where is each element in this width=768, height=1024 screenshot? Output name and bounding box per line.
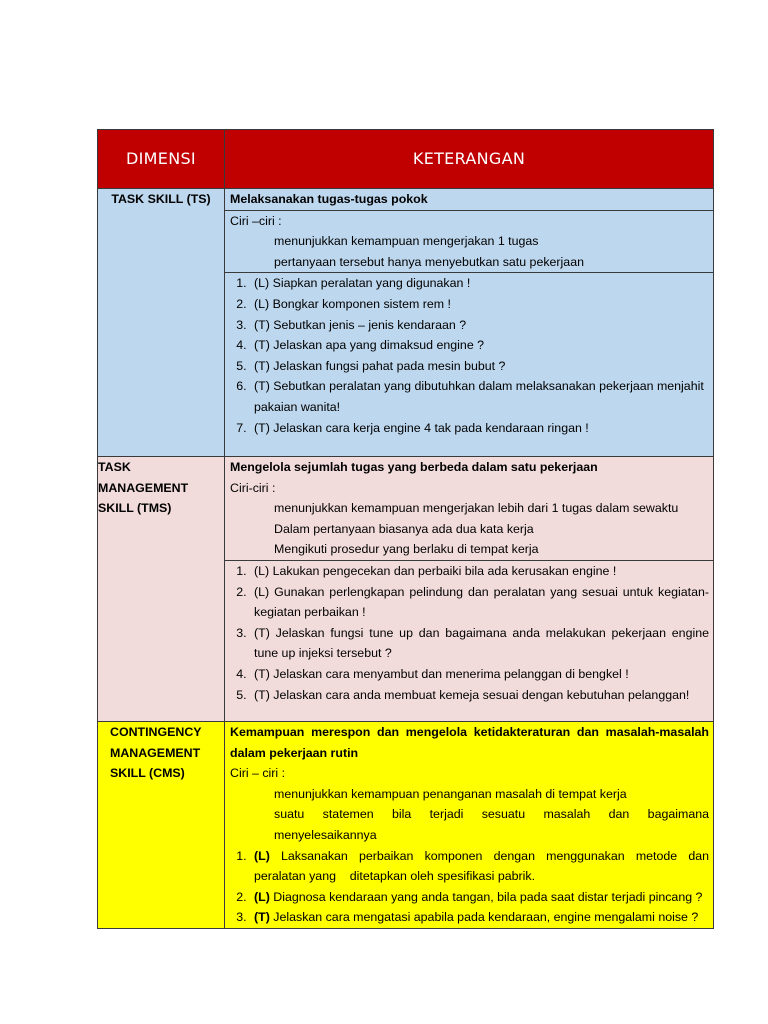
ts-item-2: 2. (L) Bongkar komponen sistem rem ! <box>250 294 709 315</box>
tms-dim-line-2: MANAGEMENT <box>98 480 189 495</box>
cms-content-block <box>225 722 713 928</box>
table-header-row <box>98 130 714 189</box>
tms-item-3: 3. (T) Jelaskan fungsi tune up dan bagaimana anda melakukan pekerjaan engine tune up injeksi tersebut ? <box>250 623 709 664</box>
cms-item-3-tag: (T) <box>254 910 270 925</box>
cms-dim-line-2: MANAGEMENT <box>110 745 201 760</box>
tms-title: Mengelola sejumlah tugas yang berbeda dalam satu pekerjaan <box>230 460 598 474</box>
cms-title: Kemampuan merespon dan mengelola ketidakteraturan dan masalah-masalah dalam pekerjaan rutin <box>230 725 709 760</box>
row-task-skill <box>98 189 714 457</box>
tms-item-1: 1. (L) Lakukan pengecekan dan perbaiki bila ada kerusakan engine ! <box>250 561 709 582</box>
cms-item-2 <box>250 887 709 908</box>
tms-item-4: 4. (T) Jelaskan cara menyambut dan menerima pelanggan di bengkel ! <box>250 664 709 685</box>
skill-dimension-table <box>97 129 714 929</box>
cms-ciri-label: Ciri – ciri : <box>230 766 286 781</box>
header-dimensi: DIMENSI <box>98 130 225 189</box>
ts-item-7: 7. (T) Jelaskan cara kerja engine 4 tak pada kendaraan ringan ! <box>250 418 709 439</box>
tms-ciri-2: Dalam pertanyaan biasanya ada dua kata kerja <box>274 521 534 536</box>
cms-item-2-tag: (L) <box>254 889 270 904</box>
dim-task-management-skill <box>98 457 225 722</box>
desc-task-management-skill <box>225 457 714 722</box>
row-contingency-management-skill <box>98 722 714 929</box>
tms-ciri-block <box>225 457 713 560</box>
cms-item-1-tag: (L) <box>254 848 270 863</box>
cms-item-1 <box>250 846 713 887</box>
tms-item-2: 2. (L) Gunakan perlengkapan pelindung dan peralatan yang sesuai untuk kegiatan-kegiatan perbaikan ! <box>250 582 709 623</box>
tms-ciri-label: Ciri-ciri : <box>230 480 276 495</box>
ts-ciri-2: pertanyaan tersebut hanya menyebutkan satu pekerjaan <box>274 254 584 269</box>
ts-title: Melaksanakan tugas-tugas pokok <box>230 192 428 206</box>
ts-ciri-label: Ciri –ciri : <box>230 213 282 228</box>
ts-item-4: 4. (T) Jelaskan apa yang dimaksud engine ? <box>250 335 709 356</box>
tms-item-5: 5. (T) Jelaskan cara anda membuat kemeja sesuai dengan kebutuhan pelanggan! <box>250 685 709 706</box>
ts-item-6: 6. (T) Sebutkan peralatan yang dibutuhkan dalam melaksanakan pekerjaan menjahit pakaian wanita! <box>250 376 709 417</box>
cms-ciri-1: menunjukkan kemampuan penanganan masalah di tempat kerja <box>274 786 627 801</box>
tms-dim-line-1: TASK <box>98 460 131 474</box>
ts-item-5: 5. (T) Jelaskan fungsi pahat pada mesin bubut ? <box>250 356 709 377</box>
header-keterangan: KETERANGAN <box>225 130 714 189</box>
desc-contingency-management-skill <box>225 722 714 929</box>
ts-item-1: 1. (L) Siapkan peralatan yang digunakan ! <box>250 273 709 294</box>
tms-items-block <box>225 560 713 705</box>
ts-ciri-block <box>225 210 713 273</box>
cms-dim-line-3: SKILL (CMS) <box>110 766 185 781</box>
cms-item-3 <box>250 907 709 928</box>
cms-item-3-text: Jelaskan cara mengatasi apabila pada kendaraan, engine mengalami noise ? <box>269 910 699 925</box>
dim-contingency-management-skill <box>98 722 225 929</box>
desc-task-skill <box>225 189 714 457</box>
row-task-management-skill <box>98 457 714 722</box>
tms-ciri-3: Mengikuti prosedur yang berlaku di tempat kerja <box>274 542 539 557</box>
ts-item-3: 3. (T) Sebutkan jenis – jenis kendaraan ? <box>250 315 709 336</box>
tms-ciri-1: menunjukkan kemampuan mengerjakan lebih dari 1 tugas dalam sewaktu <box>274 501 679 516</box>
cms-ciri-2: suatu statemen bila terjadi sesuatu masalah dan bagaimana menyelesaikannya <box>274 807 709 842</box>
cms-item-1-text: Laksanakan perbaikan komponen dengan menggunakan metode dan peralatan yang ditetapkan oleh spesifikasi pabrik. <box>254 848 713 884</box>
dim-task-skill: TASK SKILL (TS) <box>98 189 225 457</box>
ts-items-block <box>225 273 713 438</box>
ts-ciri-1: menunjukkan kemampuan mengerjakan 1 tugas <box>274 234 539 249</box>
cms-dim-line-1: CONTINGENCY <box>110 725 202 739</box>
cms-item-2-text: Diagnosa kendaraan yang anda tangan, bila pada saat distar terjadi pincang ? <box>269 889 703 904</box>
tms-dim-line-3: SKILL (TMS) <box>98 501 172 516</box>
